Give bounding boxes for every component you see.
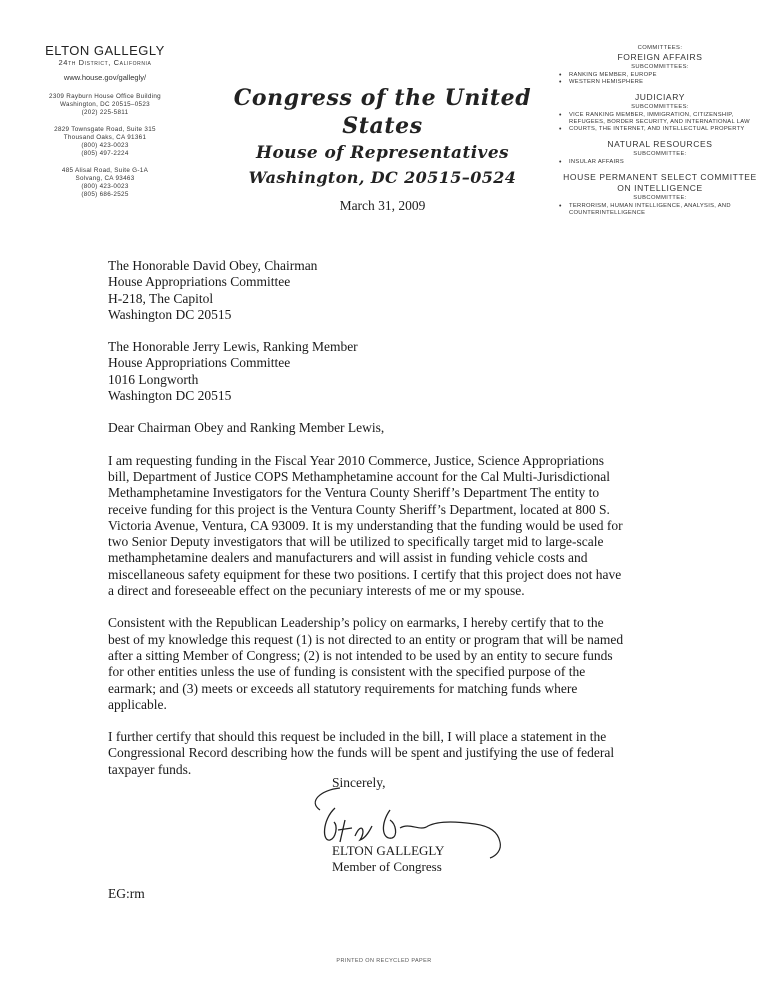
office-phone: (202) 225-5811 (81, 109, 129, 116)
letterhead-center (210, 84, 555, 214)
recipient-line: The Honorable David Obey, Chairman (108, 258, 318, 273)
congress-title: Congress of the United States (233, 85, 532, 139)
recipient-line: House Appropriations Committee (108, 274, 291, 290)
subcommittee-item: • TERRORISM, HUMAN INTELLIGENCE, ANALYSIS, AND COUNTERINTELLIGENCE (555, 203, 765, 217)
office-line: Solvang, CA 93463 (75, 175, 135, 182)
letterhead-left (20, 44, 190, 208)
subcommittee-list (555, 112, 765, 133)
office-address-thousand-oaks (20, 126, 190, 158)
sign-off: Sincerely, (332, 775, 386, 790)
recipient-line: H-218, The Capitol (108, 290, 214, 306)
washington-address: Washington, DC 20515–0524 (248, 168, 517, 187)
paragraph-congressional-record: I further certify that should this request be included in the bill, I will place a statement in the Congressional Record describing how the funds will be spent and justifying the use of federal taxpayer funds. (108, 729, 615, 777)
office-line: 2829 Townsgate Road, Suite 315 (54, 126, 156, 133)
subcommittee-label: SUBCOMMITTEE: (633, 151, 687, 157)
member-district: 24th District, California (58, 58, 152, 67)
member-website: www.house.gov/gallegly/ (63, 73, 147, 82)
signer-name: ELTON GALLEGLY (332, 843, 445, 858)
member-name: ELTON GALLEGLY (45, 43, 165, 58)
subcommittee-item: • COURTS, THE INTERNET, AND INTELLECTUAL PROPERTY (555, 126, 765, 133)
subcommittee-list (555, 203, 765, 217)
office-phone: (805) 686-2525 (81, 191, 129, 198)
letter-date: March 31, 2009 (339, 198, 426, 213)
office-phone: (800) 423-0023 (81, 142, 129, 149)
signer-title: Member of Congress (332, 859, 442, 874)
office-phone: (805) 497-2224 (81, 150, 129, 157)
committee-name: NATURAL RESOURCES (607, 139, 713, 149)
committee-name: JUDICIARY (634, 92, 686, 102)
committee-name: HOUSE PERMANENT SELECT COMMITTEE ON INTELLIGENCE (563, 172, 757, 193)
paragraph-certification: Consistent with the Republican Leadership’s policy on earmarks, I hereby certify that to the best of my knowledge this request (1) is not directed to an entity or program that will be named after a sitting Member of Congress; (2) is not intended to be used by an entity to secure funds for other entities unless the use of funding is consistent with the specified purpose of the earmark; and (3) meets or exceeds all statutory requirements for matching funds where applicable. (108, 615, 624, 712)
subcommittee-label: SUBCOMMITTEE: (633, 195, 687, 201)
subcommittee-list (555, 72, 765, 86)
subcommittee-label: SUBCOMMITTEES: (631, 104, 689, 110)
recipient-line: The Honorable Jerry Lewis, Ranking Member (108, 339, 358, 355)
typist-initials: EG:rm (108, 886, 145, 901)
office-address-solvang (20, 167, 190, 199)
recipient-line: 1016 Longworth (108, 371, 199, 387)
office-line: 2309 Rayburn House Office Building (49, 93, 161, 100)
subcommittee-item: • WESTERN HEMISPHERE (555, 79, 765, 86)
office-address-dc (20, 93, 190, 117)
salutation: Dear Chairman Obey and Ranking Member Lewis, (108, 420, 385, 436)
subcommittee-label: SUBCOMMITTEES: (631, 64, 689, 70)
subcommittee-list (555, 159, 765, 166)
office-phone: (800) 423-0023 (81, 183, 129, 190)
committee-name: FOREIGN AFFAIRS (617, 52, 703, 62)
office-line: Thousand Oaks, CA 91361 (63, 134, 147, 141)
subcommittee-item: • VICE RANKING MEMBER, IMMIGRATION, CITIZENSHIP, REFUGEES, BORDER SECURITY, AND INTERNATIONAL LAW (555, 112, 765, 126)
recipient-line: Washington DC 20515 (108, 306, 232, 322)
paragraph-request: I am requesting funding in the Fiscal Year 2010 Commerce, Justice, Science Appropriations bill, Department of Justice COPS Methamphetamine account for the Cal Multi-Jurisdictional Methamphetamine Investigators for the Ventura County Sheriff’s Department The entity to receive funding for this project is the Ventura County Sheriff’s Department, located at 800 S. Victoria Avenue, Ventura, CA 93009. It is my understanding that the funding would be used for two Senior Deputy investigators that will be utilized to specifically target mid to large-scale methamphetamine dealers and manufacturers and will assist in funding vehicle costs and miscellaneous safety equipment for these two positions. I certify that this project does not have a direct and foreseeable effect on the pecuniary interests of me or my spouse. (108, 452, 623, 599)
recipient-address-obey (108, 258, 628, 323)
letterhead-right (555, 44, 765, 223)
recycled-paper-note: PRINTED ON RECYCLED PAPER (336, 958, 432, 964)
house-title: House of Representatives (255, 143, 510, 163)
subcommittee-item: • RANKING MEMBER, EUROPE (555, 72, 765, 79)
office-line: Washington, DC 20515–0523 (60, 101, 150, 108)
committees-label: COMMITTEES: (637, 45, 683, 51)
recipient-address-lewis (108, 339, 628, 404)
letter-body (108, 258, 628, 794)
recipient-line: Washington DC 20515 (108, 388, 232, 404)
office-line: 485 Alisal Road, Suite G-1A (61, 167, 149, 174)
subcommittee-item: • INSULAR AFFAIRS (555, 159, 765, 166)
recipient-line: House Appropriations Committee (108, 355, 291, 371)
